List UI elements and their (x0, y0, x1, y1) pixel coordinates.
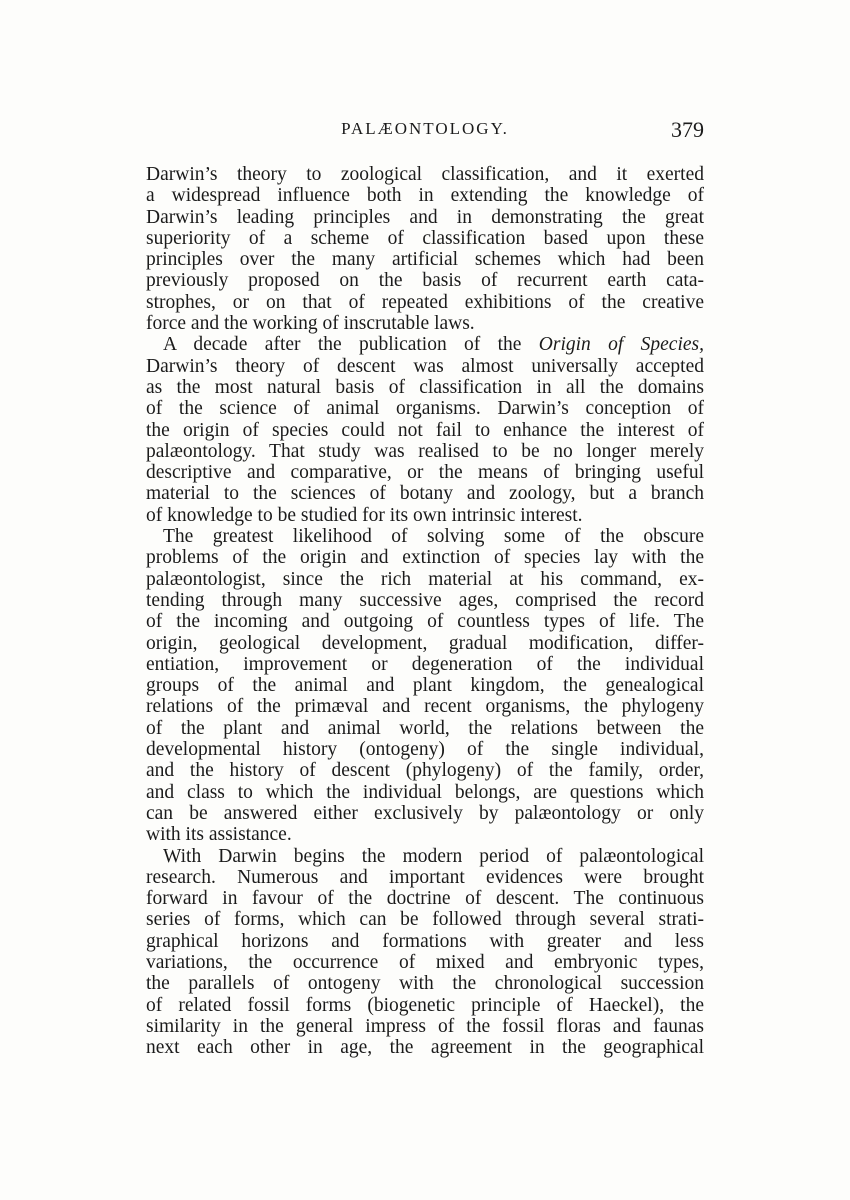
text-line: the origin of species could not fail to enhance the interest of (146, 419, 704, 441)
text-line: palæontology. That study was realised to be no longer merely (146, 440, 704, 462)
text-line: research. Numerous and important evidences were brought (146, 866, 704, 888)
text-line: palæontologist, since the rich material at his command, ex- (146, 568, 704, 590)
running-head (146, 117, 704, 147)
text-line: The greatest likelihood of solving some of the obscure (163, 526, 704, 548)
text-line: graphical horizons and formations with greater and less (146, 930, 704, 952)
text-line: and class to which the individual belongs, are questions which (146, 781, 704, 803)
text-line: descriptive and comparative, or the means of bringing useful (146, 462, 704, 484)
text-line: entiation, improvement or degeneration of the individual (146, 653, 704, 675)
text-line: Darwin’s theory of descent was almost universally accepted (146, 355, 704, 377)
text-line: and the history of descent (phylogeny) of the family, order, (146, 760, 704, 782)
text-line: Darwin’s leading principles and in demonstrating the great (146, 206, 704, 228)
text-line: of knowledge to be studied for its own intrinsic interest. (146, 504, 583, 526)
text-line: of the science of animal organisms. Darwin’s conception of (146, 398, 704, 420)
text-line: the parallels of ontogeny with the chronological succession (146, 973, 704, 995)
text-line: forward in favour of the doctrine of descent. The continuous (146, 888, 704, 910)
text-line: with its assistance. (146, 824, 292, 846)
text-line: next each other in age, the agreement in the geographical (146, 1037, 704, 1059)
text-line: Darwin’s theory to zoological classification, and it exerted (146, 164, 704, 185)
text-line: a widespread influence both in extending the knowledge of (146, 185, 704, 207)
text-line: series of forms, which can be followed through several strati- (146, 909, 704, 931)
text-line: as the most natural basis of classification in all the domains (146, 376, 704, 398)
text-line: of the plant and animal world, the relations between the (146, 717, 704, 739)
text-line: groups of the animal and plant kingdom, the genealogical (146, 675, 704, 697)
text-line (146, 334, 704, 355)
text-line: tending through many successive ages, comprised the record (146, 589, 704, 611)
running-title: PALÆONTOLOGY. (341, 119, 509, 138)
text-line: variations, the occurrence of mixed and embryonic types, (146, 951, 704, 973)
text-line: superiority of a scheme of classification based upon these (146, 227, 704, 249)
italic-title: Origin of Species, (538, 334, 704, 356)
text-line: With Darwin begins the modern period of palæontological (163, 845, 704, 867)
text-line: principles over the many artificial schemes which had been (146, 249, 704, 271)
text-line: material to the sciences of botany and zoology, but a branch (146, 483, 704, 505)
body-text (146, 164, 704, 1058)
text-line: force and the working of inscrutable laws. (146, 313, 475, 335)
page-number: 379 (671, 117, 704, 142)
text-line: of related fossil forms (biogenetic principle of Haeckel), the (146, 994, 704, 1016)
text-line: similarity in the general impress of the fossil floras and faunas (146, 1015, 704, 1037)
text-line: origin, geological development, gradual modification, differ- (146, 632, 704, 654)
text-line: previously proposed on the basis of recurrent earth cata- (146, 270, 704, 292)
text-line: problems of the origin and extinction of species lay with the (146, 547, 704, 569)
text-line: strophes, or on that of repeated exhibitions of the creative (146, 291, 704, 313)
text-line: can be answered either exclusively by palæontology or only (146, 802, 704, 824)
text-segment: A decade after the publication of the (163, 334, 539, 356)
text-line: developmental history (ontogeny) of the single individual, (146, 739, 704, 761)
text-line: relations of the primæval and recent organisms, the phylogeny (146, 696, 704, 718)
text-line: of the incoming and outgoing of countless types of life. The (146, 611, 704, 633)
